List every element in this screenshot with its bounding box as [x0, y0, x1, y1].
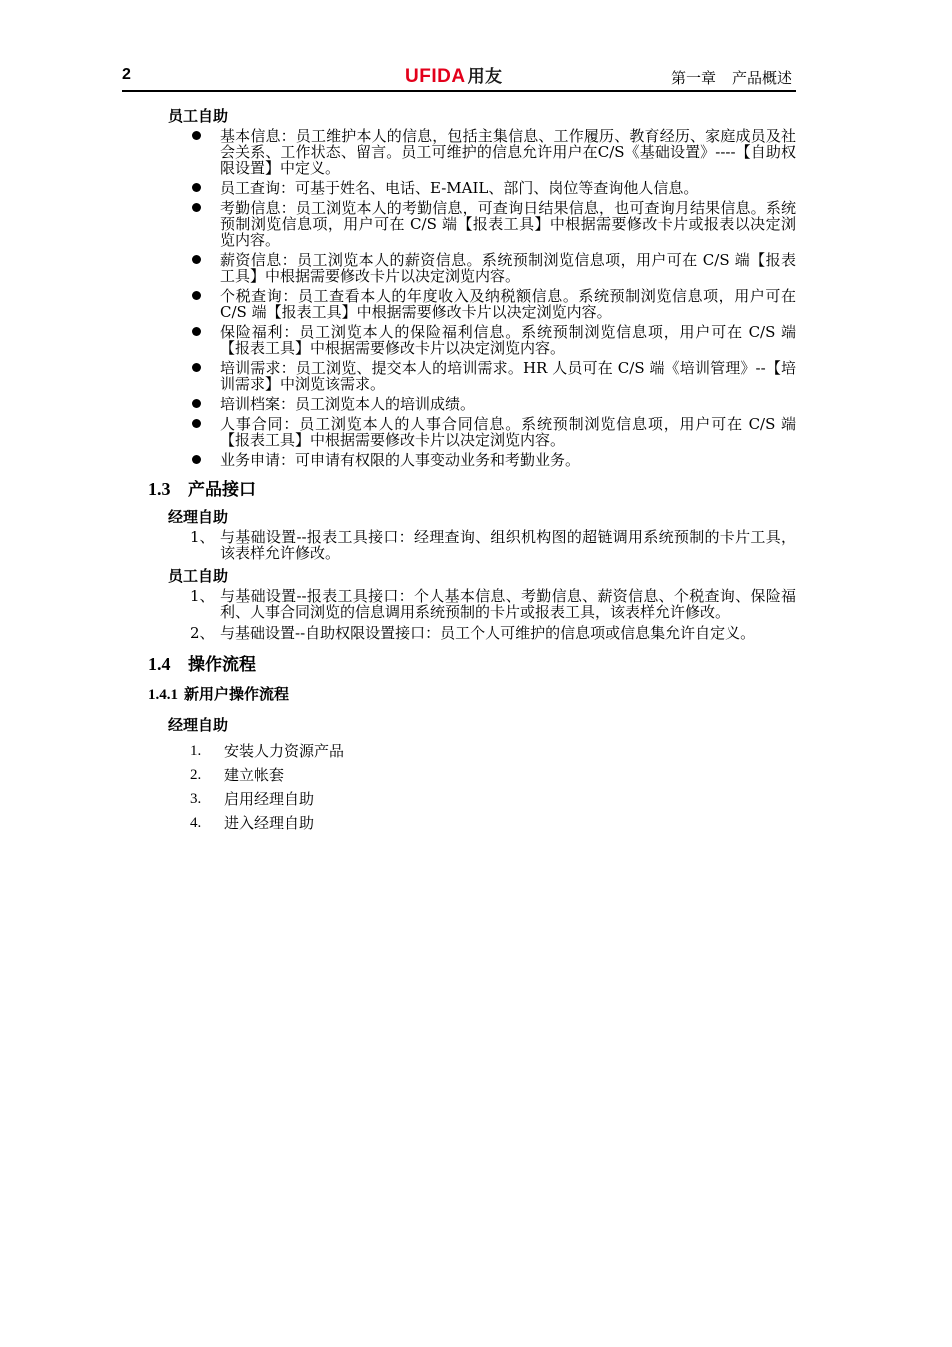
section-number: 1.3: [148, 479, 171, 499]
document-body: [148, 106, 796, 835]
logo-cn-text: 用友: [467, 67, 503, 87]
bullet-icon: [192, 327, 201, 336]
section-number: 1.4: [148, 654, 171, 674]
list-item: 2、 与基础设置--自助权限设置接口：员工个人可维护的信息项或信息集允许自定义。: [190, 624, 756, 642]
list-item: 考勤信息：员工浏览本人的考勤信息，可查询日结果信息，也可查询月结果信息。系统预制浏览信息项，用户可在 C/S 端【报表工具】中根据需要修改卡片或报表以决定浏览内容。: [148, 200, 796, 248]
employee-self-service-heading: 员工自助: [168, 107, 229, 125]
subsection-title: 新用户操作流程: [184, 685, 290, 703]
list-item: 1. 安装人力资源产品: [190, 742, 345, 760]
list-item: 1、 与基础设置--报表工具接口：个人基本信息、考勤信息、薪资信息、个税查询、保险福利、人事合同浏览的信息调用系统预制的卡片或报表工具，该表样允许修改。: [190, 587, 796, 621]
operation-steps-list: [148, 739, 796, 835]
section-title: 操作流程: [188, 655, 256, 675]
list-item: 人事合同：员工浏览本人的人事合同信息。系统预制浏览信息项，用户可在 C/S 端【报表工具】中根据需要修改卡片以决定浏览内容。: [148, 416, 796, 448]
bullet-icon: [192, 399, 201, 408]
employee-features-list: [148, 128, 796, 468]
chapter-name: 产品概述: [731, 69, 792, 87]
list-item: 员工查询：可基于姓名、电话、E-MAIL、部门、岗位等查询他人信息。: [148, 180, 796, 196]
manager-flow-heading: 经理自助: [168, 716, 229, 734]
ufida-logo: [405, 62, 503, 88]
section-1-3-heading: [148, 478, 796, 501]
page-number: 2: [122, 66, 131, 83]
bullet-icon: [192, 255, 201, 264]
list-item: 保险福利：员工浏览本人的保险福利信息。系统预制浏览信息项，用户可在 C/S 端【报表工具】中根据需要修改卡片以决定浏览内容。: [148, 324, 796, 356]
chapter-number: 第一章: [670, 69, 716, 87]
list-item: 1、 与基础设置--报表工具接口：经理查询、组织机构图的超链调用系统预制的卡片工具，该表样允许修改。: [190, 528, 796, 562]
chapter-title: [671, 67, 792, 88]
bullet-icon: [192, 363, 201, 372]
bullet-icon: [192, 131, 201, 140]
bullet-icon: [192, 291, 201, 300]
bullet-icon: [192, 455, 201, 464]
logo-text: UFIDA: [405, 66, 466, 87]
section-1-4-heading: [148, 653, 796, 676]
list-item: 培训档案：员工浏览本人的培训成绩。: [148, 396, 796, 412]
section-title: 产品接口: [188, 480, 256, 500]
manager-interface-list: [148, 529, 796, 561]
bullet-icon: [192, 183, 201, 192]
list-item: 个税查询：员工查看本人的年度收入及纳税额信息。系统预制浏览信息项，用户可在 C/S 端【报表工具】中根据需要修改卡片以决定浏览内容。: [148, 288, 796, 320]
manager-self-service-heading: 经理自助: [168, 508, 229, 526]
list-item: 3. 启用经理自助: [190, 790, 315, 808]
list-item: 培训需求：员工浏览、提交本人的培训需求。HR 人员可在 C/S 端《培训管理》--【培训需求】中浏览该需求。: [148, 360, 796, 392]
list-item: 基本信息：员工维护本人的信息，包括主集信息、工作履历、教育经历、家庭成员及社会关系、工作状态、留言。员工可维护的信息允许用户在C/S《基础设置》----【自助权限设置】中定义。: [148, 128, 796, 176]
list-item: 2. 建立帐套: [190, 766, 285, 784]
list-item: 4. 进入经理自助: [190, 814, 315, 832]
employee-interface-list: [148, 588, 796, 641]
page-header: [122, 60, 796, 92]
list-item: 业务申请：可申请有权限的人事变动业务和考勤业务。: [148, 452, 796, 468]
employee-interface-heading: 员工自助: [168, 567, 229, 585]
list-item: 薪资信息：员工浏览本人的薪资信息。系统预制浏览信息项，用户可在 C/S 端【报表工具】中根据需要修改卡片以决定浏览内容。: [148, 252, 796, 284]
subsection-number: 1.4.1: [148, 687, 178, 703]
subsection-1-4-1-heading: [148, 684, 796, 705]
bullet-icon: [192, 203, 201, 212]
bullet-icon: [192, 419, 201, 428]
